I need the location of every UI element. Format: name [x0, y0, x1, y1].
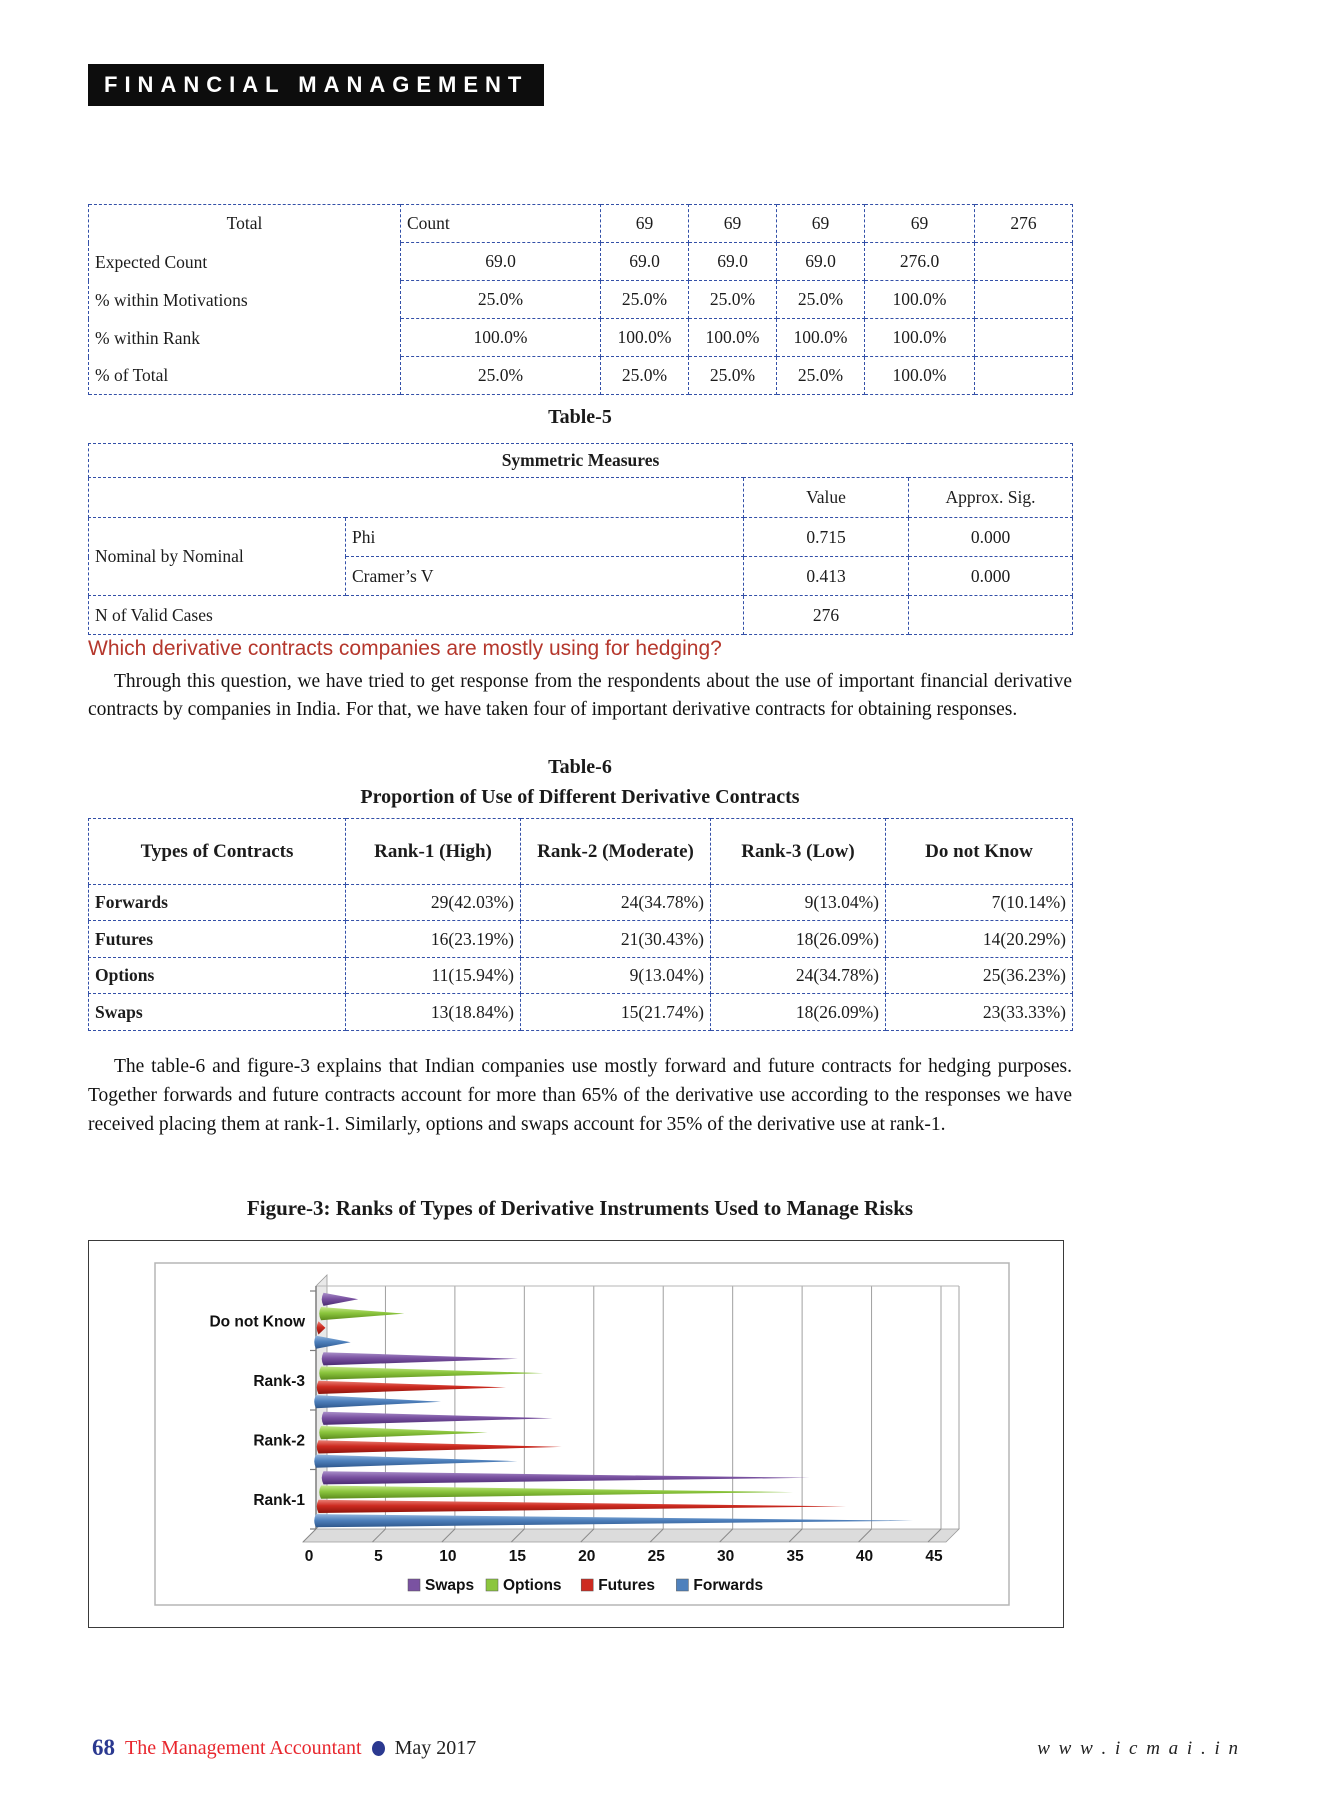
group-label: Nominal by Nominal [89, 518, 346, 596]
cell: 69.0 [601, 243, 689, 281]
cell: 24(34.78%) [521, 885, 711, 921]
cell: 69 [601, 205, 689, 243]
cell [975, 281, 1073, 319]
cell: 25.0% [601, 357, 689, 395]
table-row [89, 958, 1073, 994]
row-label: % within Motivations [89, 281, 401, 319]
cell: 69 [865, 205, 975, 243]
cell: 25.0% [601, 281, 689, 319]
table-row [89, 444, 1073, 478]
svg-text:20: 20 [578, 1548, 596, 1565]
cell: 13(18.84%) [346, 994, 521, 1031]
cell: 25.0% [777, 281, 865, 319]
row-label: Futures [89, 921, 346, 958]
paragraph-1-text: Through this question, we have tried to get response from the respondents about the use of important financial derivative contracts by companies in India. For that, we have taken four of important derivative contracts for obtaining responses. [88, 671, 1072, 720]
col-header: Rank-3 (Low) [711, 819, 886, 885]
table-row [89, 885, 1073, 921]
crosstab-total-table [88, 204, 1073, 395]
footer [92, 1735, 476, 1761]
website-url: w w w . i c m a i . i n [1037, 1738, 1240, 1759]
table-row [89, 994, 1073, 1031]
cell [975, 243, 1073, 281]
row-label: Cramer’s V [346, 557, 744, 596]
figure3-title: Figure-3: Ranks of Types of Derivative Instruments Used to Manage Risks [246, 1196, 914, 1220]
row-label: Phi [346, 518, 744, 557]
svg-text:0: 0 [304, 1548, 314, 1565]
cell: 25.0% [401, 281, 601, 319]
row-label: % within Rank [89, 319, 401, 357]
cell: 0.413 [744, 557, 909, 596]
cell: 14(20.29%) [886, 921, 1073, 958]
cell: 21(30.43%) [521, 921, 711, 958]
svg-text:Rank-3: Rank-3 [253, 1372, 305, 1390]
table-row [89, 518, 1073, 557]
svg-text:Do not Know: Do not Know [209, 1313, 305, 1331]
cell: 100.0% [601, 319, 689, 357]
cell: 69.0 [777, 243, 865, 281]
cell: 100.0% [865, 281, 975, 319]
page-number: 68 [92, 1735, 115, 1760]
cell: 276 [975, 205, 1073, 243]
svg-text:40: 40 [855, 1548, 874, 1565]
svg-text:Options: Options [503, 1577, 562, 1594]
svg-text:25: 25 [647, 1548, 665, 1565]
svg-text:30: 30 [717, 1548, 735, 1565]
table-row [89, 319, 1073, 357]
svg-text:Futures: Futures [598, 1577, 656, 1594]
svg-text:Rank-2: Rank-2 [253, 1432, 305, 1450]
cell: 276 [744, 596, 909, 635]
cell [975, 319, 1073, 357]
svg-text:Rank-1: Rank-1 [253, 1491, 305, 1509]
table-row [89, 205, 1073, 243]
cell: 16(23.19%) [346, 921, 521, 958]
row-label: Forwards [89, 885, 346, 921]
cell: 24(34.78%) [711, 958, 886, 994]
table-row [89, 243, 1073, 281]
paragraph-2 [88, 1052, 1072, 1139]
svg-text:Swaps: Swaps [425, 1577, 475, 1594]
derivative-contracts-table [88, 818, 1073, 1031]
cell: 0.715 [744, 518, 909, 557]
table6-title: Proportion of Use of Different Derivative Contracts [360, 786, 800, 808]
table-row [89, 281, 1073, 319]
cell: 100.0% [865, 357, 975, 395]
col-header-value: Value [744, 478, 909, 518]
cell: 25(36.23%) [886, 958, 1073, 994]
cell [89, 478, 744, 518]
cell: 9(13.04%) [711, 885, 886, 921]
cell: Count [401, 205, 601, 243]
col-header: Rank-2 (Moderate) [521, 819, 711, 885]
cell: 276.0 [865, 243, 975, 281]
cell: 18(26.09%) [711, 921, 886, 958]
cell: 25.0% [777, 357, 865, 395]
cell: 100.0% [777, 319, 865, 357]
journal-name: The Management Accountant [125, 1736, 362, 1759]
table-row [89, 921, 1073, 958]
bullet-dot-icon [372, 1741, 385, 1756]
cell: 23(33.33%) [886, 994, 1073, 1031]
row-label: Options [89, 958, 346, 994]
row-label: Swaps [89, 994, 346, 1031]
cell: 0.000 [909, 518, 1073, 557]
row-label: % of Total [89, 357, 401, 395]
cell: 69.0 [689, 243, 777, 281]
cell: 29(42.03%) [346, 885, 521, 921]
figure-3-chart [88, 1240, 1064, 1628]
table5-caption: Table-5 [548, 406, 612, 428]
cell: 15(21.74%) [521, 994, 711, 1031]
table-header-row [89, 819, 1073, 885]
question-heading: Which derivative contracts companies are mostly using for hedging? [88, 637, 722, 660]
paragraph-1 [88, 668, 1072, 724]
col-header: Types of Contracts [89, 819, 346, 885]
cell: 0.000 [909, 557, 1073, 596]
svg-text:35: 35 [786, 1548, 804, 1565]
table-row [89, 357, 1073, 395]
cell: 69 [689, 205, 777, 243]
svg-text:5: 5 [374, 1548, 383, 1565]
row-label: N of Valid Cases [89, 596, 744, 635]
col-header: Do not Know [886, 819, 1073, 885]
cell: 25.0% [689, 281, 777, 319]
figure3-chart-svg [89, 1241, 1063, 1627]
cell: 11(15.94%) [346, 958, 521, 994]
cell: 100.0% [689, 319, 777, 357]
svg-text:15: 15 [508, 1548, 526, 1565]
cell: 25.0% [689, 357, 777, 395]
table-row [89, 596, 1073, 635]
cell: 69 [777, 205, 865, 243]
table-row [89, 478, 1073, 518]
table6-caption: Table-6 [548, 756, 612, 778]
cell [909, 596, 1073, 635]
section-banner-title: FINANCIAL MANAGEMENT [104, 72, 529, 97]
cell: 100.0% [401, 319, 601, 357]
section-banner [88, 64, 544, 106]
cell: 25.0% [401, 357, 601, 395]
cell: 9(13.04%) [521, 958, 711, 994]
row-label: Total [89, 205, 401, 243]
cell: 69.0 [401, 243, 601, 281]
col-header: Rank-1 (High) [346, 819, 521, 885]
cell: 7(10.14%) [886, 885, 1073, 921]
svg-text:45: 45 [925, 1548, 943, 1565]
paragraph-2-text: The table-6 and figure-3 explains that Indian companies use mostly forward and future contracts for hedging purposes. Together forwards and future contracts account for more than 65% of the derivative use according to the responses we have received placing them at rank-1. Similarly, options and swaps account for 35% of the derivative use at rank-1. [88, 1056, 1072, 1135]
row-label: Expected Count [89, 243, 401, 281]
issue-date: May 2017 [394, 1736, 477, 1759]
svg-text:Forwards: Forwards [693, 1577, 764, 1594]
cell: 18(26.09%) [711, 994, 886, 1031]
table5-title: Symmetric Measures [89, 444, 1073, 478]
cell: 100.0% [865, 319, 975, 357]
symmetric-measures-table [88, 443, 1073, 635]
col-header-sig: Approx. Sig. [909, 478, 1073, 518]
svg-text:10: 10 [439, 1548, 457, 1565]
cell [975, 357, 1073, 395]
figure3-chart-canvas [89, 1241, 1063, 1627]
